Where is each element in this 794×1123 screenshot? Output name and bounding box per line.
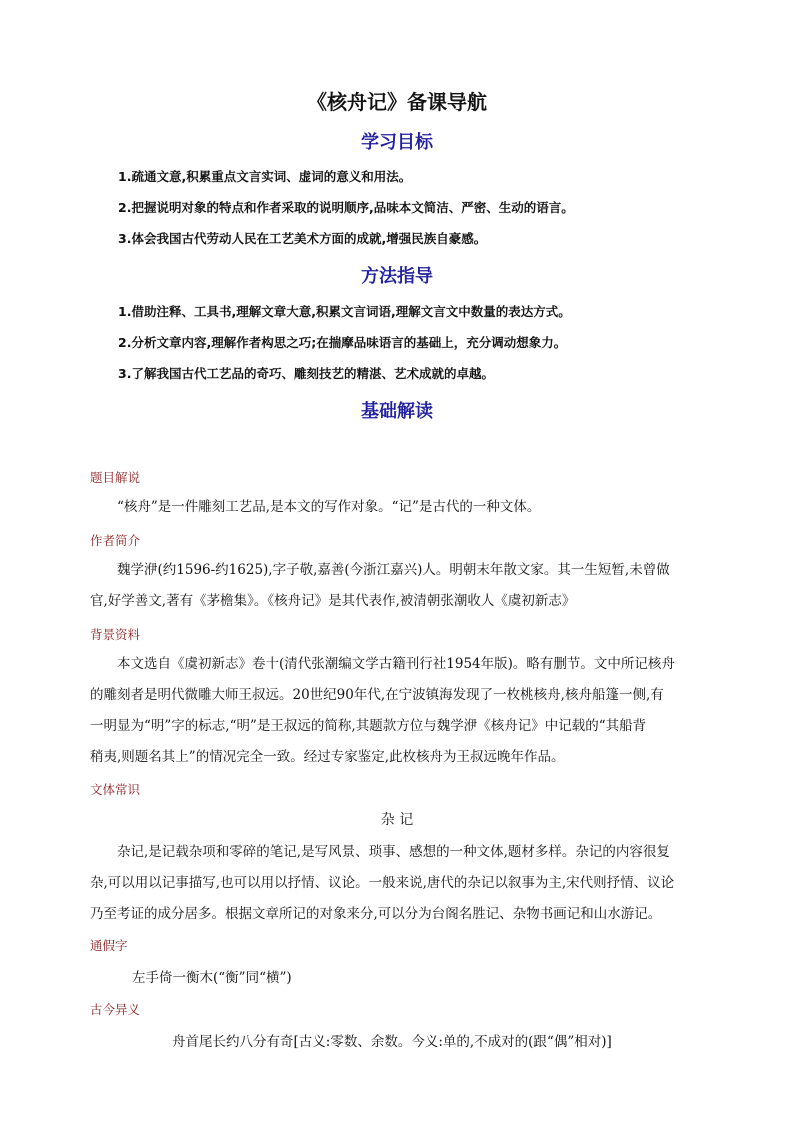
genre-line-2: 杂,可以用以记事描写,也可以用以抒情、议论。一般来说,唐代的杂记以叙事为主,宋代则抒情、议论 [90, 875, 675, 891]
author-paragraph [90, 555, 702, 617]
goal-item-2: 2.把握说明对象的特点和作者采取的说明顺序,品味本文简洁、严密、生动的语言。 [118, 200, 574, 215]
label-tongjia: 通假字 [90, 938, 128, 953]
label-author: 作者简介 [90, 533, 141, 548]
background-line-4: 稍夷,则题名其上”的情况完全一致。经过专家鉴定,此枚核舟为王叔远晚年作品。 [90, 749, 565, 765]
label-gujin: 古今异义 [90, 1002, 141, 1017]
genre-subtitle: 杂 记 [380, 812, 414, 828]
background-line-3: 一明显为“明”字的标志,“明”是王叔远的简称,其题款方位与魏学洢《核舟记》中记载的“其船背 [90, 718, 647, 734]
genre-line-1: 杂记,是记载杂项和零碎的笔记,是写风景、琐事、感想的一种文体,题材多样。杂记的内容很复 [117, 844, 670, 860]
method-item-1: 1.借助注释、工具书,理解文章大意,积累文言词语,理解文言文中数量的表达方式。 [118, 304, 571, 319]
label-title-explain: 题目解说 [90, 470, 141, 485]
goal-item-3: 3.体会我国古代劳动人民在工艺美术方面的成就,增强民族自豪感。 [118, 231, 487, 246]
document-title: 《核舟记》备课导航 [307, 90, 487, 114]
author-line-1: 魏学洢(约1596-约1625),字子敬,嘉善(今浙江嘉兴)人。明朝末年散文家。其一生短暂,未曾做 [117, 562, 670, 578]
background-line-2: 的雕刻者是明代微雕大师王叔远。20世纪90年代,在宁波镇海发现了一枚桃核舟,核舟船篷一侧,有 [90, 687, 664, 703]
label-genre: 文体常识 [90, 782, 141, 797]
section-heading-goals: 学习目标 [361, 132, 433, 153]
genre-paragraph [90, 837, 702, 930]
tongjia-line: 左手倚一衡木(“衡”同“横”) [132, 970, 292, 986]
title-explain-paragraph [90, 492, 702, 523]
method-item-2: 2.分析文章内容,理解作者构思之巧;在揣摩品味语言的基础上，充分调动想象力。 [118, 335, 567, 350]
section-heading-basics: 基础解读 [361, 401, 433, 422]
title-explain-line-1: “核舟”是一件雕刻工艺品,是本文的写作对象。“记”是古代的一种文体。 [117, 499, 541, 515]
section-heading-methods: 方法指导 [361, 266, 433, 287]
background-line-1: 本文选自《虞初新志》卷十(清代张潮编文学古籍刊行社1954年版)。略有删节。文中所记核舟 [117, 656, 675, 672]
author-line-2: 官,好学善文,著有《茅檐集》。《核舟记》是其代表作,被清朝张潮收人《虞初新志》 [90, 593, 576, 609]
background-paragraph [90, 649, 702, 773]
goal-item-1: 1.疏通文意,积累重点文言实词、虚词的意义和用法。 [118, 169, 412, 184]
method-item-3: 3.了解我国古代工艺品的奇巧、雕刻技艺的精湛、艺术成就的卓越。 [118, 366, 494, 381]
genre-line-3: 乃至考证的成分居多。根据文章所记的对象来分,可以分为台阁名胜记、杂物书画记和山水游记。 [90, 906, 662, 922]
label-background: 背景资料 [90, 627, 141, 642]
gujin-line: 舟首尾长约八分有奇[古义:零数、余数。今义:单的,不成对的(跟“偶”相对)] [172, 1034, 612, 1050]
